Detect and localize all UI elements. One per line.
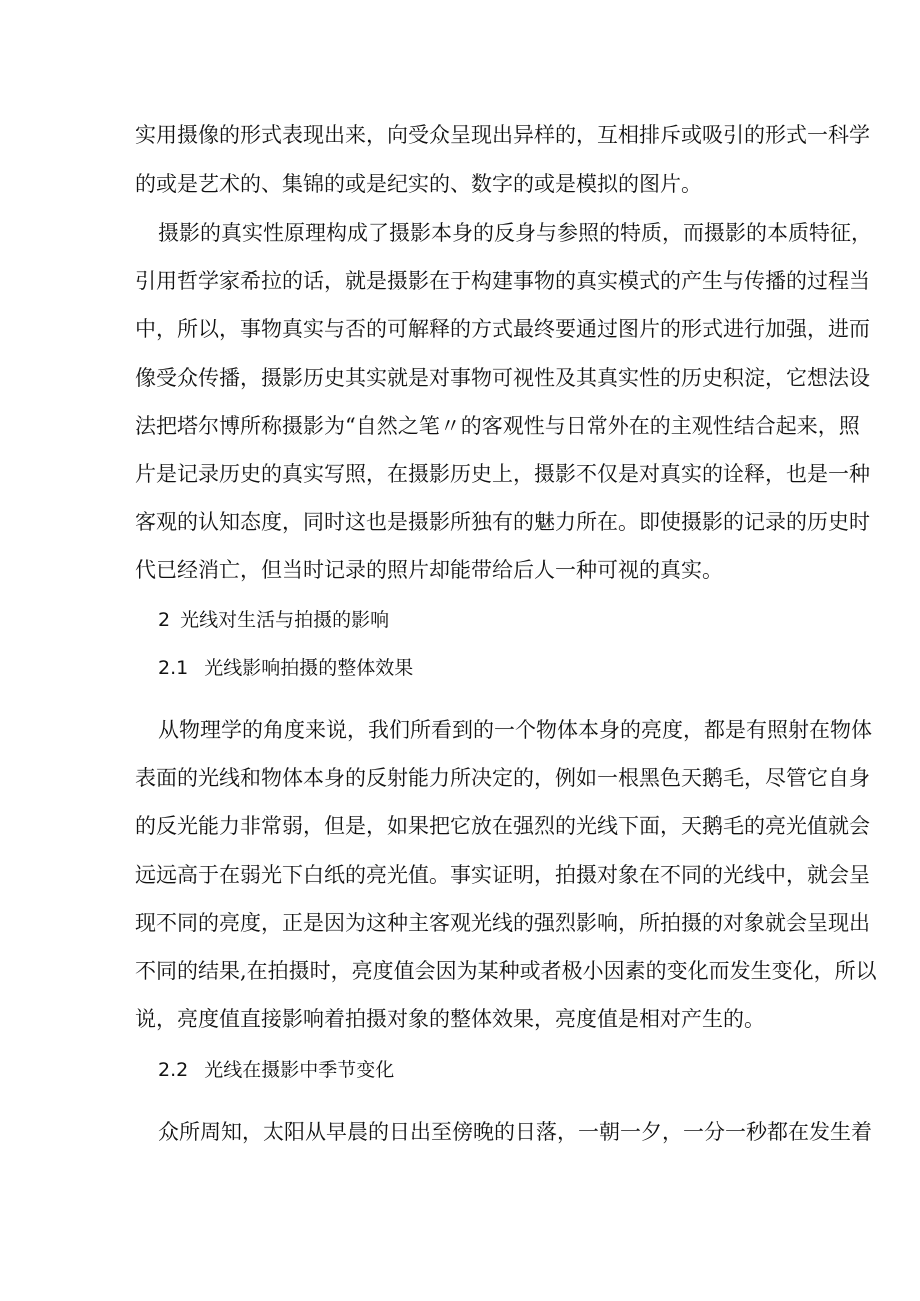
paragraph-line: 的或是艺术的、集锦的或是纪实的、数字的或是模拟的图片。: [135, 172, 702, 196]
subsection-heading: [158, 1057, 394, 1083]
section-number: 2.2: [158, 1059, 189, 1081]
section-title: 光线对生活与拍摄的影响: [180, 609, 390, 631]
paragraph-line: 众所周知，太阳从早晨的日出至傍晚的日落，一朝一夕，一分一秒都在发生着: [158, 1120, 872, 1144]
paragraph-line: 中，所以，事物真实与否的可解释的方式最终要通过图片的形式进行加强，进而: [135, 317, 870, 341]
paragraph-line: 引用哲学家希拉的话，就是摄影在于构建事物的真实模式的产生与传播的过程当: [135, 269, 870, 293]
paragraph-line: 片是记录历史的真实写照，在摄影历史上，摄影不仅是对真实的诠释，也是一种: [135, 462, 870, 486]
paragraph-line: 不同的结果,在拍摄时，亮度值会因为某种或者极小因素的变化而发生变化，所以: [135, 959, 877, 983]
paragraph-line: 远远高于在弱光下白纸的亮光值。事实证明，拍摄对象在不同的光线中，就会呈: [135, 863, 870, 887]
paragraph-line: 现不同的亮度，正是因为这种主客观光线的强烈影响，所拍摄的对象就会呈现出: [135, 911, 870, 935]
paragraph-line: 实用摄像的形式表现出来，向受众呈现出异样的，互相排斥或吸引的形式一科学: [135, 123, 870, 147]
section-number: 2.1: [158, 657, 189, 679]
paragraph-line: 摄影的真实性原理构成了摄影本身的反身与参照的特质，而摄影的本质特征，: [158, 221, 872, 245]
section-number: 2: [158, 609, 171, 631]
paragraph-line: 从物理学的角度来说，我们所看到的一个物体本身的亮度，都是有照射在物体: [158, 718, 872, 742]
paragraph-line: 代已经消亡，但当时记录的照片却能带给后人一种可视的真实。: [135, 558, 723, 582]
paragraph-line: 像受众传播，摄影历史其实就是对事物可视性及其真实性的历史积淀，它想法设: [135, 366, 870, 390]
paragraph-line: 法把塔尔博所称摄影为“自然之笔〃的客观性与日常外在的主观性结合起来，照: [135, 414, 860, 438]
section-title: 光线影响拍摄的整体效果: [204, 657, 414, 679]
section-title: 光线在摄影中季节变化: [204, 1059, 395, 1081]
subsection-heading: [158, 655, 413, 681]
section-heading: [158, 607, 389, 633]
paragraph-line: 的反光能力非常弱，但是，如果把它放在强烈的光线下面，天鹅毛的亮光值就会: [135, 814, 870, 838]
paragraph-line: 说，亮度值直接影响着拍摄对象的整体效果，亮度值是相对产生的。: [135, 1007, 765, 1031]
paragraph-line: 表面的光线和物体本身的反射能力所决定的，例如一根黑色天鹅毛，尽管它自身: [135, 766, 870, 790]
paragraph-line: 客观的认知态度，同时这也是摄影所独有的魅力所在。即使摄影的记录的历史时: [135, 510, 870, 534]
